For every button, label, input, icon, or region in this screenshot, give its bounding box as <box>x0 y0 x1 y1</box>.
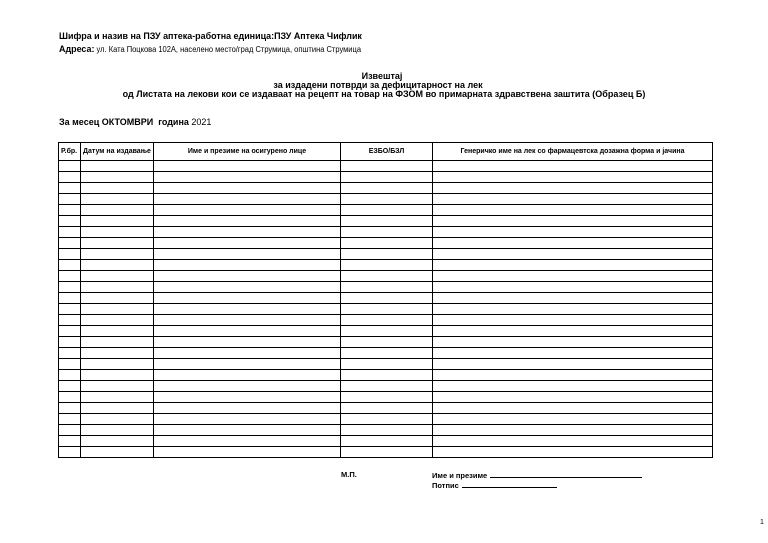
table-cell[interactable] <box>341 315 433 326</box>
table-cell[interactable] <box>433 216 713 227</box>
table-row <box>59 161 713 172</box>
table-cell[interactable] <box>341 271 433 282</box>
name-label: Име и презиме <box>432 471 488 480</box>
table-cell[interactable] <box>433 436 713 447</box>
column-header-ezbo: ЕЗБО/БЗЛ <box>341 143 433 161</box>
table-cell[interactable] <box>81 447 154 458</box>
table-cell[interactable] <box>341 436 433 447</box>
table-cell[interactable] <box>81 194 154 205</box>
table-row <box>59 381 713 392</box>
table-cell[interactable] <box>433 161 713 172</box>
table-cell[interactable] <box>154 161 341 172</box>
table-cell[interactable] <box>433 370 713 381</box>
table-cell[interactable] <box>81 161 154 172</box>
table-cell[interactable] <box>154 304 341 315</box>
table-row <box>59 227 713 238</box>
table-cell[interactable] <box>341 447 433 458</box>
table-row <box>59 271 713 282</box>
table-row <box>59 216 713 227</box>
table-cell[interactable] <box>341 403 433 414</box>
table-row <box>59 194 713 205</box>
table-cell[interactable] <box>341 359 433 370</box>
table-cell[interactable] <box>341 260 433 271</box>
period-year-label: година <box>153 117 189 127</box>
table-cell[interactable] <box>154 216 341 227</box>
table-cell[interactable] <box>433 238 713 249</box>
table-cell[interactable] <box>433 227 713 238</box>
name-signature-line <box>432 470 642 480</box>
table-cell[interactable] <box>81 205 154 216</box>
table-cell[interactable] <box>154 238 341 249</box>
table-cell[interactable] <box>59 293 81 304</box>
table-cell[interactable] <box>59 194 81 205</box>
table-cell[interactable] <box>341 326 433 337</box>
table-cell[interactable] <box>433 392 713 403</box>
table-cell[interactable] <box>59 425 81 436</box>
table-row <box>59 260 713 271</box>
table-cell[interactable] <box>433 293 713 304</box>
table-cell[interactable] <box>341 381 433 392</box>
table-cell[interactable] <box>154 403 341 414</box>
table-cell[interactable] <box>154 260 341 271</box>
table-row <box>59 172 713 183</box>
table-cell[interactable] <box>433 249 713 260</box>
table-cell[interactable] <box>433 348 713 359</box>
table-cell[interactable] <box>59 282 81 293</box>
table-cell[interactable] <box>59 216 81 227</box>
table-cell[interactable] <box>81 403 154 414</box>
table-cell[interactable] <box>433 205 713 216</box>
table-cell[interactable] <box>341 194 433 205</box>
table-cell[interactable] <box>341 238 433 249</box>
table-cell[interactable] <box>59 359 81 370</box>
table-cell[interactable] <box>154 315 341 326</box>
table-cell[interactable] <box>341 337 433 348</box>
table-cell[interactable] <box>154 271 341 282</box>
table-cell[interactable] <box>433 282 713 293</box>
table-row <box>59 348 713 359</box>
table-cell[interactable] <box>341 282 433 293</box>
table-cell[interactable] <box>341 205 433 216</box>
table-cell[interactable] <box>433 326 713 337</box>
table-cell[interactable] <box>341 161 433 172</box>
period-year: 2021 <box>188 117 212 127</box>
table-cell[interactable] <box>154 370 341 381</box>
signature-label: Потпис <box>432 481 459 490</box>
table-row <box>59 337 713 348</box>
table-cell[interactable] <box>154 282 341 293</box>
table-cell[interactable] <box>433 183 713 194</box>
table-cell[interactable] <box>341 414 433 425</box>
table-row <box>59 304 713 315</box>
table-cell[interactable] <box>81 271 154 282</box>
column-header-name: Име и презиме на осигурено лице <box>154 143 341 161</box>
table-row <box>59 238 713 249</box>
report-subtitle-2: од Листата на лекови кои се издаваат на рецепт на товар на ФЗОМ во примарната здравствена заштита (Образец Б) <box>122 89 646 99</box>
table-cell[interactable] <box>59 172 81 183</box>
table-cell[interactable] <box>59 315 81 326</box>
table-cell[interactable] <box>81 436 154 447</box>
table-cell[interactable] <box>341 425 433 436</box>
table-cell[interactable] <box>341 183 433 194</box>
table-body <box>59 161 713 458</box>
table-cell[interactable] <box>59 436 81 447</box>
table-cell[interactable] <box>81 370 154 381</box>
table-cell[interactable] <box>341 392 433 403</box>
table-cell[interactable] <box>154 447 341 458</box>
table-cell[interactable] <box>433 425 713 436</box>
period-month: ОКТОМВРИ <box>101 117 154 127</box>
table-row <box>59 370 713 381</box>
table-cell[interactable] <box>81 293 154 304</box>
table-cell[interactable] <box>341 293 433 304</box>
table-row <box>59 414 713 425</box>
table-cell[interactable] <box>433 337 713 348</box>
table-cell[interactable] <box>59 414 81 425</box>
table-cell[interactable] <box>433 381 713 392</box>
table-cell[interactable] <box>341 304 433 315</box>
table-row <box>59 205 713 216</box>
table-cell[interactable] <box>81 359 154 370</box>
table-row <box>59 315 713 326</box>
table-cell[interactable] <box>433 271 713 282</box>
table-cell[interactable] <box>154 172 341 183</box>
table-cell[interactable] <box>81 315 154 326</box>
address-line <box>59 44 361 55</box>
table-cell[interactable] <box>341 348 433 359</box>
table-cell[interactable] <box>154 425 341 436</box>
period-line <box>59 117 211 127</box>
table-cell[interactable] <box>81 183 154 194</box>
table-cell[interactable] <box>81 238 154 249</box>
address-value: ул. Ката Поцкова 102А, населено место/град Струмица, општина Струмица <box>94 45 362 54</box>
table-cell[interactable] <box>154 392 341 403</box>
table-cell[interactable] <box>59 392 81 403</box>
report-title: Извештај <box>361 71 403 81</box>
table-cell[interactable] <box>154 337 341 348</box>
table-cell[interactable] <box>81 414 154 425</box>
table-cell[interactable] <box>59 381 81 392</box>
table-cell[interactable] <box>59 183 81 194</box>
table-cell[interactable] <box>433 194 713 205</box>
table-cell[interactable] <box>341 370 433 381</box>
table-cell[interactable] <box>59 249 81 260</box>
table-cell[interactable] <box>59 227 81 238</box>
signature-line <box>432 480 557 490</box>
table-cell[interactable] <box>433 304 713 315</box>
table-cell[interactable] <box>154 205 341 216</box>
table-cell[interactable] <box>59 348 81 359</box>
table-cell[interactable] <box>433 414 713 425</box>
table-header-row <box>59 143 713 161</box>
table-cell[interactable] <box>341 249 433 260</box>
table-row <box>59 447 713 458</box>
table-row <box>59 392 713 403</box>
table-cell[interactable] <box>81 282 154 293</box>
table-cell[interactable] <box>59 205 81 216</box>
table-cell[interactable] <box>341 216 433 227</box>
table-row <box>59 183 713 194</box>
table-row <box>59 326 713 337</box>
table-cell[interactable] <box>59 447 81 458</box>
period-prefix: За месец <box>59 117 102 127</box>
table-cell[interactable] <box>154 359 341 370</box>
address-label: Адреса: <box>59 44 95 55</box>
table-cell[interactable] <box>81 249 154 260</box>
table-cell[interactable] <box>154 326 341 337</box>
table-cell[interactable] <box>433 447 713 458</box>
table-cell[interactable] <box>81 337 154 348</box>
signature-blank[interactable] <box>462 480 557 488</box>
table-cell[interactable] <box>81 172 154 183</box>
table-cell[interactable] <box>81 304 154 315</box>
stamp-label: М.П. <box>341 470 357 479</box>
table-cell[interactable] <box>433 403 713 414</box>
report-subtitle-1: за издадени потврди за дефицитарност на лек <box>273 80 483 90</box>
table-cell[interactable] <box>154 249 341 260</box>
table-cell[interactable] <box>433 172 713 183</box>
table-cell[interactable] <box>341 227 433 238</box>
table-cell[interactable] <box>81 381 154 392</box>
report-table <box>58 142 713 458</box>
table-cell[interactable] <box>81 326 154 337</box>
table-cell[interactable] <box>154 194 341 205</box>
column-header-number: Р.бр. <box>59 143 81 161</box>
table-cell[interactable] <box>81 348 154 359</box>
table-cell[interactable] <box>154 293 341 304</box>
name-blank[interactable] <box>490 470 642 478</box>
table-cell[interactable] <box>59 161 81 172</box>
table-cell[interactable] <box>433 260 713 271</box>
table-cell[interactable] <box>81 425 154 436</box>
table-cell[interactable] <box>81 260 154 271</box>
table-cell[interactable] <box>59 260 81 271</box>
table-cell[interactable] <box>59 271 81 282</box>
page-number: 1 <box>760 519 764 526</box>
table-cell[interactable] <box>154 348 341 359</box>
table-cell[interactable] <box>154 183 341 194</box>
table-cell[interactable] <box>341 172 433 183</box>
table-row <box>59 249 713 260</box>
table-row <box>59 359 713 370</box>
table-cell[interactable] <box>59 326 81 337</box>
table-row <box>59 425 713 436</box>
table-cell[interactable] <box>59 304 81 315</box>
table-cell[interactable] <box>154 227 341 238</box>
table-cell[interactable] <box>154 414 341 425</box>
table-row <box>59 403 713 414</box>
table-cell[interactable] <box>154 381 341 392</box>
table-row <box>59 282 713 293</box>
table-cell[interactable] <box>59 403 81 414</box>
table-cell[interactable] <box>81 216 154 227</box>
table-cell[interactable] <box>154 436 341 447</box>
table-cell[interactable] <box>433 359 713 370</box>
table-cell[interactable] <box>59 370 81 381</box>
pharmacy-name-line: Шифра и назив на ПЗУ аптека-работна единица:ПЗУ Аптека Чифлик <box>59 31 362 42</box>
table-row <box>59 293 713 304</box>
table-cell[interactable] <box>81 227 154 238</box>
column-header-medicine: Генеричко име на лек со фармацевтска дозажна форма и јачина <box>433 143 713 161</box>
table-row <box>59 436 713 447</box>
table-cell[interactable] <box>433 315 713 326</box>
table-cell[interactable] <box>59 238 81 249</box>
table-cell[interactable] <box>81 392 154 403</box>
column-header-date: Датум на издавање <box>81 143 154 161</box>
table-cell[interactable] <box>59 337 81 348</box>
